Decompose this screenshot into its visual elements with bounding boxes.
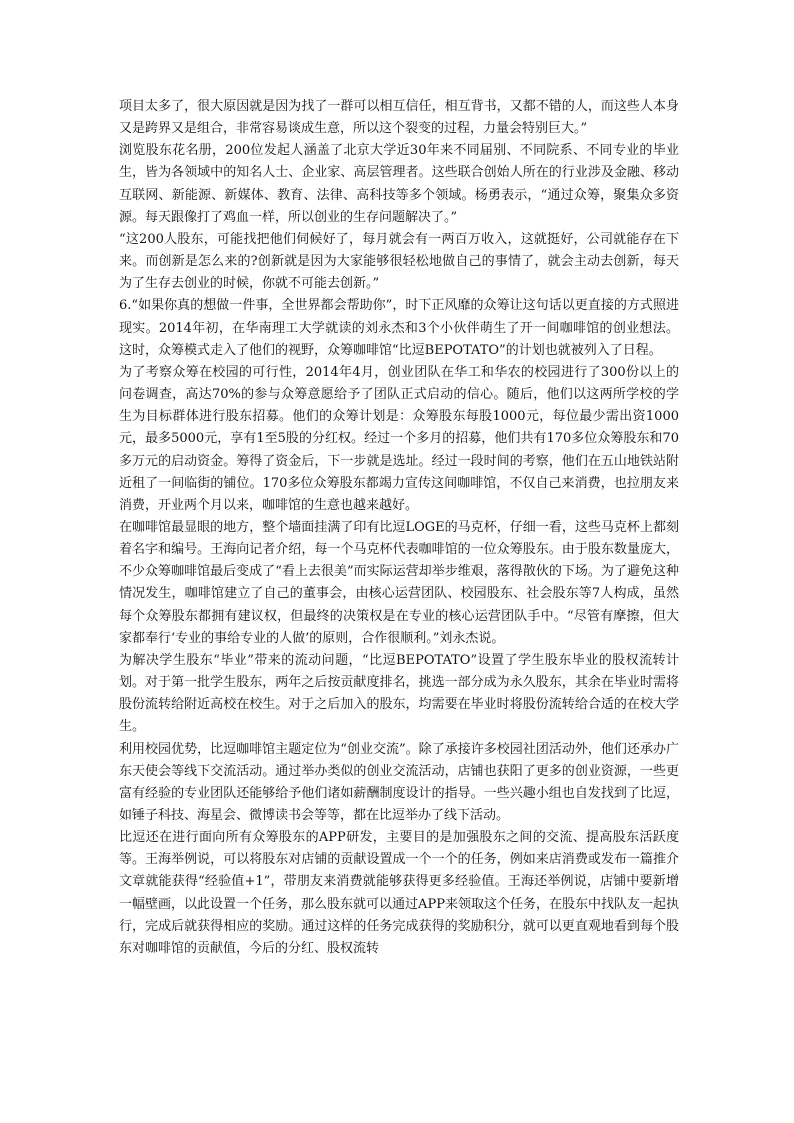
paragraph: 比逗还在进行面向所有众筹股东的APP研发，主要目的是加强股东之间的交流、提高股东活跃度等。王海举例说，可以将股东对店铺的贡献设置成一个一个的任务，例如来店消费或发布一篇推介文章就能获得“经验值+1”，带朋友来消费就能够获得更多经验值。王海还举例说，店铺中要新增一幅壁画，以此设置一个任务，那么股东就可以通过APP来领取这个任务，在股东中找队友一起执行，完成后就获得相应的奖励。通过这样的任务完成获得的奖励积分，就可以更直观地看到每个股东对咖啡馆的贡献值，今后的分红、股权流转 [119, 830, 679, 956]
paragraph: “这200人股东，可能找把他们伺候好了，每月就会有一两百万收入，这就挺好，公司就能存在下来。而创新是怎么来的?创新就是因为大家能够很轻松地做自己的事情了，就会主动去创新，每天为了生存去创业的时候，你就不可能去创新。” [119, 231, 679, 292]
paragraph: 6.“如果你真的想做一件事，全世界都会帮助你”，时下正风靡的众筹让这句话以更直接的方式照进现实。2014年初，在华南理工大学就读的刘永杰和3个小伙伴萌生了开一间咖啡馆的创业想法。这时，众筹模式走入了他们的视野，众筹咖啡馆“比逗BEPOTATO”的计划也就被列入了日程。 [119, 298, 679, 358]
paragraph: 为解决学生股东“毕业”带来的流动问题，“比逗BEPOTATO”设置了学生股东毕业的股权流转计划。对于第一批学生股东，两年之后按贡献度排名，挑选一部分成为永久股东，其余在毕业时需将股份流转给附近高校在校生。对于之后加入的股东，均需要在毕业时将股份流转给合适的在校大学生。 [119, 652, 679, 735]
paragraph: 利用校园优势，比逗咖啡馆主题定位为“创业交流”。除了承接许多校园社团活动外，他们还承办广东天使会等线下交流活动。通过举办类似的创业交流活动，店铺也获阳了更多的创业资源，一些更富有经验的专业团队还能够给予他们诸如薪酬制度设计的指导。一些兴趣小组也自发找到了比逗，如锤子科技、海星会、微博读书会等等，都在比逗举办了线下活动。 [119, 741, 679, 823]
paragraph: 项目太多了，很大原因就是因为找了一群可以相互信任，相互背书，又都不错的人，而这些人本身又是跨界又是组合，非常容易谈成生意，所以这个裂变的过程，力量会特别巨大。” [119, 99, 679, 137]
paragraph: 为了考察众筹在校园的可行性，2014年4月，创业团队在华工和华农的校园进行了300份以上的问卷调查，高达70%的参与众筹意愿给予了团队正式启动的信心。随后，他们以这两所学校的学生为目标群体进行股东招募。他们的众筹计划是：众筹股东每股1000元，每位最少需出资1000元，最多5000元，享有1至5股的分红权。经过一个多月的招募，他们共有170多位众筹股东和70多万元的启动资金。筹得了资金后，下一步就是选址。经过一段时间的考察，他们在五山地铁站附近租了一间临街的铺位。170多位众筹股东都竭力宣传这间咖啡馆，不仅自己来消费，也拉朋友来消费，开业两个月以来，咖啡馆的生意也越来越好。 [119, 364, 679, 513]
paragraph: 浏览股东花名册，200位发起人涵盖了北京大学近30年来不同届别、不同院系、不同专业的毕业生，皆为各领域中的知名人士、企业家、高层管理者。这些联合创始人所在的行业涉及金融、移动互联网、新能源、新媒体、教育、法律、高科技等多个领域。杨勇表示，“通过众筹，聚集众多资源。每天跟像打了鸡血一样，所以创业的生存问题解决了。” [119, 143, 679, 225]
document-body [119, 96, 679, 960]
paragraph: 在咖啡馆最显眼的地方，整个墙面挂满了印有比逗LOGE的马克杯，仔细一看，这些马克杯上都刻着名字和编号。王海向记者介绍，每一个马克杯代表咖啡馆的一位众筹股东。由于股东数量庞大，不少众筹咖啡馆最后变成了“看上去很美”而实际运营却举步维艰，落得散伙的下场。为了避免这种情况发生，咖啡馆建立了自己的董事会，由核心运营团队、校园股东、社会股东等7人构成，虽然每个众筹股东都拥有建议权，但最终的决策权是在专业的核心运营团队手中。“尽管有摩擦，但大家都奉行‘专业的事给专业的人做’的原则，合作很顺利。”刘永杰说。 [119, 519, 679, 646]
